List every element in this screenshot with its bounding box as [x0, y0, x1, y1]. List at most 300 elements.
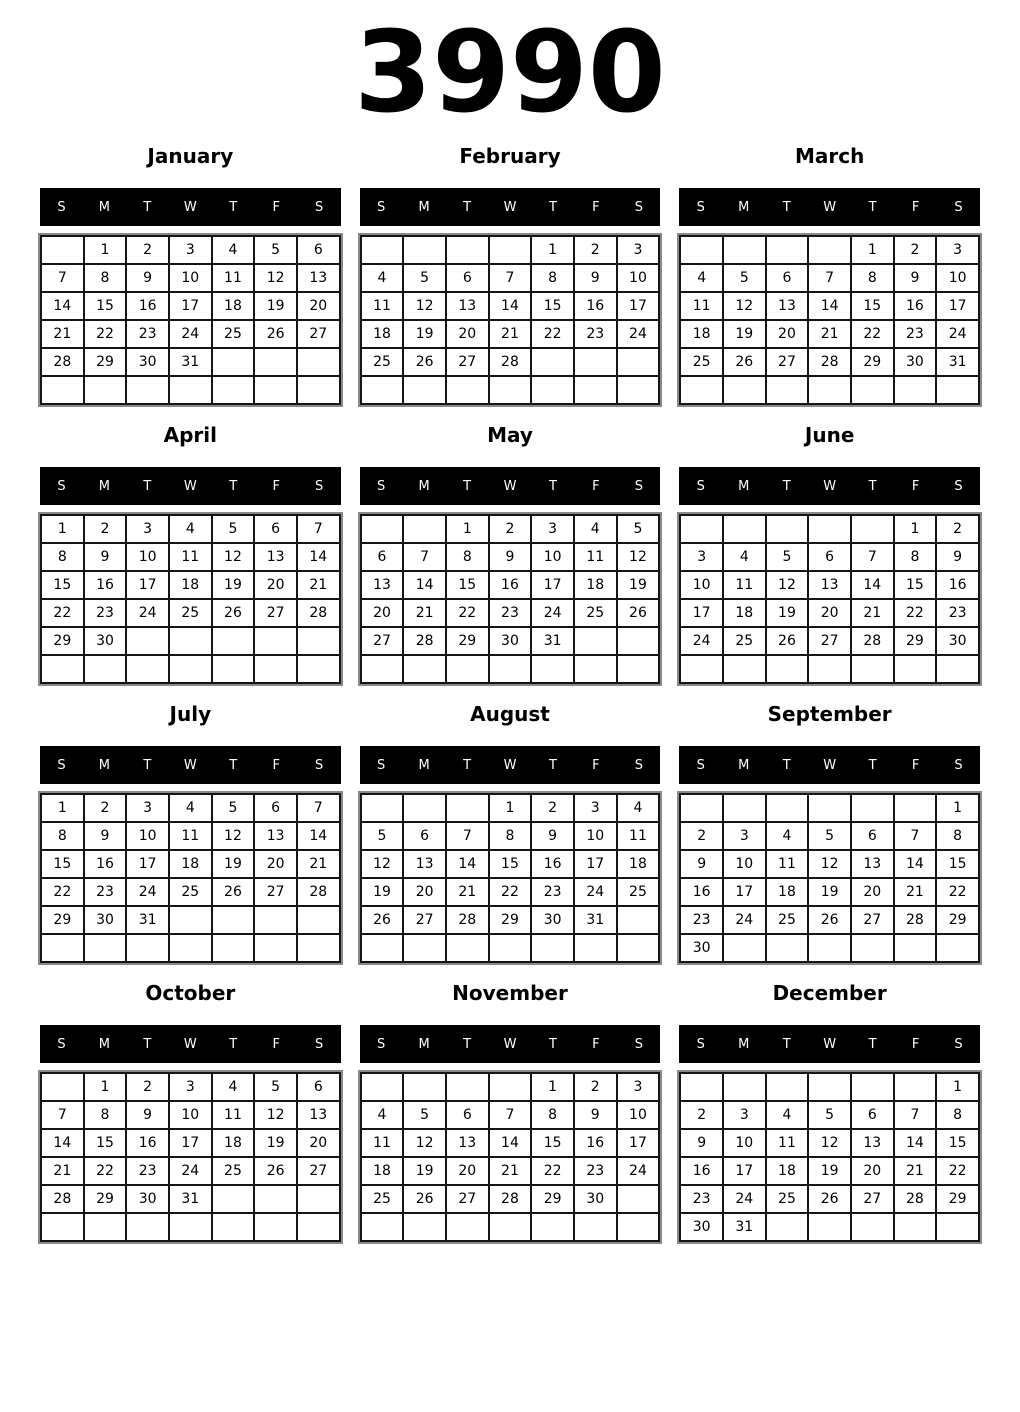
- day-cell: 28: [489, 348, 532, 376]
- weekday-label: S: [634, 478, 643, 494]
- day-cell: 1: [531, 236, 574, 264]
- weekday-label: S: [954, 478, 963, 494]
- empty-day-cell: [489, 1213, 532, 1241]
- empty-day-cell: [766, 376, 809, 404]
- day-cell: 15: [41, 850, 84, 878]
- weekday-header: [360, 1025, 661, 1063]
- day-cell: 13: [766, 292, 809, 320]
- weekday-label: S: [954, 199, 963, 215]
- day-cell: 9: [894, 264, 937, 292]
- empty-day-cell: [41, 1073, 84, 1101]
- empty-day-cell: [766, 236, 809, 264]
- empty-day-cell: [851, 1073, 894, 1101]
- week-row: [680, 822, 979, 850]
- empty-day-cell: [254, 1185, 297, 1213]
- week-row: [41, 543, 340, 571]
- day-cell: 29: [84, 1185, 127, 1213]
- empty-day-cell: [851, 1213, 894, 1241]
- day-cell: 22: [489, 878, 532, 906]
- empty-day-cell: [680, 236, 723, 264]
- day-cell: 2: [84, 515, 127, 543]
- day-cell: 22: [936, 878, 979, 906]
- day-cell: 30: [84, 906, 127, 934]
- weekday-label: T: [782, 478, 791, 494]
- day-cell: 14: [297, 543, 340, 571]
- empty-day-cell: [851, 794, 894, 822]
- day-cell: 27: [297, 1157, 340, 1185]
- weekday-label: M: [738, 478, 750, 494]
- day-cell: 20: [297, 1129, 340, 1157]
- empty-day-cell: [723, 794, 766, 822]
- day-cell: 18: [212, 292, 255, 320]
- day-cell: 10: [531, 543, 574, 571]
- week-row: [41, 934, 340, 962]
- day-cell: 20: [446, 1157, 489, 1185]
- weekday-label: T: [548, 757, 557, 773]
- day-cell: 22: [446, 599, 489, 627]
- day-cell: 21: [403, 599, 446, 627]
- weekday-header: [360, 746, 661, 784]
- day-cell: 11: [169, 543, 212, 571]
- day-cell: 20: [254, 850, 297, 878]
- day-cell: 20: [361, 599, 404, 627]
- day-cell: 29: [446, 627, 489, 655]
- empty-day-cell: [212, 1185, 255, 1213]
- weekday-label: M: [418, 1036, 430, 1052]
- empty-day-cell: [403, 236, 446, 264]
- day-cell: 14: [297, 822, 340, 850]
- empty-day-cell: [169, 934, 212, 962]
- day-cell: 8: [894, 543, 937, 571]
- day-cell: 17: [723, 1157, 766, 1185]
- day-cell: 6: [297, 1073, 340, 1101]
- week-row: [361, 1213, 660, 1241]
- day-cell: 19: [766, 599, 809, 627]
- day-cell: 10: [723, 1129, 766, 1157]
- day-cell: 7: [489, 264, 532, 292]
- empty-day-cell: [808, 1213, 851, 1241]
- day-cell: 19: [808, 1157, 851, 1185]
- empty-day-cell: [766, 794, 809, 822]
- day-cell: 10: [169, 1101, 212, 1129]
- weekday-header: [679, 746, 980, 784]
- empty-day-cell: [403, 655, 446, 683]
- weekday-label: T: [868, 1036, 877, 1052]
- day-cell: 29: [936, 1185, 979, 1213]
- day-cell: 23: [126, 320, 169, 348]
- day-cell: 31: [723, 1213, 766, 1241]
- empty-day-cell: [531, 376, 574, 404]
- day-cell: 5: [212, 515, 255, 543]
- day-cell: 16: [680, 878, 723, 906]
- empty-day-cell: [489, 1073, 532, 1101]
- weekday-label: F: [911, 757, 920, 773]
- weekday-label: S: [954, 1036, 963, 1052]
- day-cell: 4: [617, 794, 660, 822]
- day-cell: 8: [936, 1101, 979, 1129]
- empty-day-cell: [617, 1213, 660, 1241]
- day-cell: 15: [446, 571, 489, 599]
- week-row: [680, 794, 979, 822]
- month-title: March: [794, 144, 865, 169]
- day-cell: 26: [212, 878, 255, 906]
- day-cell: 28: [489, 1185, 532, 1213]
- day-cell: 26: [808, 1185, 851, 1213]
- day-cell: 11: [680, 292, 723, 320]
- empty-day-cell: [808, 1073, 851, 1101]
- day-cell: 8: [41, 822, 84, 850]
- day-cell: 14: [489, 292, 532, 320]
- empty-day-cell: [894, 376, 937, 404]
- day-cell: 7: [851, 543, 894, 571]
- week-row: [361, 599, 660, 627]
- day-cell: 18: [723, 599, 766, 627]
- day-cell: 15: [41, 571, 84, 599]
- day-cell: 3: [723, 1101, 766, 1129]
- day-cell: 18: [361, 320, 404, 348]
- day-cell: 26: [212, 599, 255, 627]
- weekday-header: [40, 188, 341, 226]
- day-cell: 12: [403, 292, 446, 320]
- month-title: November: [452, 981, 568, 1006]
- day-cell: 28: [297, 599, 340, 627]
- weekday-label: S: [696, 478, 705, 494]
- empty-day-cell: [446, 376, 489, 404]
- day-cell: 30: [531, 906, 574, 934]
- weekday-label: S: [57, 757, 66, 773]
- day-cell: 19: [212, 850, 255, 878]
- week-row: [361, 1185, 660, 1213]
- empty-day-cell: [403, 376, 446, 404]
- empty-day-cell: [297, 376, 340, 404]
- empty-day-cell: [254, 906, 297, 934]
- weekday-label: T: [229, 199, 238, 215]
- day-cell: 31: [126, 906, 169, 934]
- day-cell: 25: [169, 599, 212, 627]
- day-cell: 16: [574, 292, 617, 320]
- day-cell: 13: [254, 543, 297, 571]
- empty-day-cell: [489, 376, 532, 404]
- day-cell: 1: [446, 515, 489, 543]
- empty-day-cell: [766, 655, 809, 683]
- day-cell: 18: [766, 1157, 809, 1185]
- day-cell: 14: [41, 1129, 84, 1157]
- day-cell: 12: [361, 850, 404, 878]
- weekday-label: T: [143, 199, 152, 215]
- day-cell: 13: [446, 292, 489, 320]
- day-cell: 26: [808, 906, 851, 934]
- weekday-header: [40, 1025, 341, 1063]
- empty-day-cell: [84, 934, 127, 962]
- day-cell: 5: [723, 264, 766, 292]
- week-row: [41, 292, 340, 320]
- week-row: [361, 1101, 660, 1129]
- week-row: [41, 236, 340, 264]
- day-cell: 12: [808, 850, 851, 878]
- day-cell: 17: [169, 1129, 212, 1157]
- day-cell: 25: [766, 906, 809, 934]
- day-cell: 28: [808, 348, 851, 376]
- day-cell: 14: [894, 1129, 937, 1157]
- empty-day-cell: [851, 515, 894, 543]
- day-grid: [679, 235, 980, 405]
- weekday-label: S: [696, 1036, 705, 1052]
- week-row: [680, 906, 979, 934]
- week-row: [361, 264, 660, 292]
- week-row: [680, 627, 979, 655]
- day-cell: 28: [894, 906, 937, 934]
- weekday-label: S: [634, 199, 643, 215]
- empty-day-cell: [723, 934, 766, 962]
- empty-day-cell: [169, 906, 212, 934]
- week-row: [361, 543, 660, 571]
- month-title: June: [804, 423, 855, 448]
- day-cell: 25: [169, 878, 212, 906]
- day-cell: 28: [41, 348, 84, 376]
- day-cell: 18: [361, 1157, 404, 1185]
- day-cell: 4: [212, 236, 255, 264]
- day-cell: 12: [254, 264, 297, 292]
- empty-day-cell: [446, 1213, 489, 1241]
- day-grid: [360, 235, 661, 405]
- day-cell: 17: [617, 292, 660, 320]
- weekday-label: T: [868, 199, 877, 215]
- week-row: [361, 934, 660, 962]
- day-cell: 1: [41, 515, 84, 543]
- day-cell: 8: [41, 543, 84, 571]
- day-cell: 7: [489, 1101, 532, 1129]
- week-row: [680, 1101, 979, 1129]
- empty-day-cell: [297, 1213, 340, 1241]
- day-cell: 6: [851, 1101, 894, 1129]
- day-cell: 19: [723, 320, 766, 348]
- empty-day-cell: [361, 376, 404, 404]
- day-cell: 5: [212, 794, 255, 822]
- day-cell: 15: [936, 1129, 979, 1157]
- day-cell: 16: [126, 1129, 169, 1157]
- week-row: [41, 1073, 340, 1101]
- day-cell: 29: [84, 348, 127, 376]
- day-cell: 15: [489, 850, 532, 878]
- month-title: May: [487, 423, 533, 448]
- empty-day-cell: [403, 515, 446, 543]
- week-row: [680, 1157, 979, 1185]
- day-cell: 30: [680, 934, 723, 962]
- day-cell: 23: [680, 1185, 723, 1213]
- week-row: [361, 906, 660, 934]
- week-row: [361, 571, 660, 599]
- day-cell: 11: [212, 264, 255, 292]
- day-cell: 4: [361, 1101, 404, 1129]
- empty-day-cell: [446, 934, 489, 962]
- week-row: [680, 515, 979, 543]
- week-row: [361, 292, 660, 320]
- empty-day-cell: [254, 1213, 297, 1241]
- weekday-label: S: [954, 757, 963, 773]
- day-grid: [40, 1072, 341, 1242]
- day-cell: 23: [84, 599, 127, 627]
- weekday-label: S: [634, 757, 643, 773]
- weekday-label: S: [377, 1036, 386, 1052]
- day-cell: 20: [766, 320, 809, 348]
- day-cell: 10: [936, 264, 979, 292]
- week-row: [41, 1213, 340, 1241]
- day-cell: 21: [851, 599, 894, 627]
- day-grid: [679, 793, 980, 963]
- day-cell: 7: [297, 515, 340, 543]
- empty-day-cell: [808, 934, 851, 962]
- day-cell: 8: [489, 822, 532, 850]
- empty-day-cell: [254, 348, 297, 376]
- week-row: [361, 850, 660, 878]
- day-cell: 3: [936, 236, 979, 264]
- day-cell: 13: [254, 822, 297, 850]
- day-cell: 12: [723, 292, 766, 320]
- empty-day-cell: [84, 1213, 127, 1241]
- day-cell: 14: [446, 850, 489, 878]
- day-cell: 2: [126, 1073, 169, 1101]
- day-cell: 7: [403, 543, 446, 571]
- weekday-label: F: [272, 478, 280, 494]
- day-cell: 9: [936, 543, 979, 571]
- day-cell: 3: [617, 1073, 660, 1101]
- weekday-label: T: [143, 757, 152, 773]
- weekday-label: W: [183, 478, 197, 494]
- empty-day-cell: [617, 627, 660, 655]
- weekday-label: S: [315, 478, 324, 494]
- empty-day-cell: [41, 376, 84, 404]
- day-cell: 14: [489, 1129, 532, 1157]
- day-cell: 20: [851, 1157, 894, 1185]
- weekday-label: W: [183, 199, 197, 215]
- day-cell: 18: [169, 571, 212, 599]
- year-title: 3990: [354, 8, 666, 138]
- day-cell: 24: [723, 906, 766, 934]
- empty-day-cell: [212, 376, 255, 404]
- weekday-label: T: [868, 478, 877, 494]
- week-row: [41, 264, 340, 292]
- month-september: [679, 698, 980, 963]
- day-cell: 19: [403, 320, 446, 348]
- day-cell: 27: [851, 1185, 894, 1213]
- day-cell: 24: [574, 878, 617, 906]
- empty-day-cell: [169, 655, 212, 683]
- day-cell: 4: [723, 543, 766, 571]
- empty-day-cell: [403, 934, 446, 962]
- day-cell: 25: [212, 1157, 255, 1185]
- day-cell: 22: [936, 1157, 979, 1185]
- day-cell: 16: [894, 292, 937, 320]
- day-cell: 17: [574, 850, 617, 878]
- week-row: [41, 822, 340, 850]
- empty-day-cell: [297, 934, 340, 962]
- month-title: September: [767, 702, 892, 727]
- weekday-header: [679, 1025, 980, 1063]
- day-cell: 2: [680, 1101, 723, 1129]
- month-title: October: [145, 981, 236, 1006]
- empty-day-cell: [574, 376, 617, 404]
- day-cell: 30: [680, 1213, 723, 1241]
- day-cell: 27: [297, 320, 340, 348]
- empty-day-cell: [851, 934, 894, 962]
- weekday-label: S: [315, 757, 324, 773]
- day-cell: 5: [403, 1101, 446, 1129]
- day-cell: 31: [169, 1185, 212, 1213]
- day-cell: 23: [531, 878, 574, 906]
- day-cell: 6: [254, 515, 297, 543]
- day-cell: 29: [936, 906, 979, 934]
- day-cell: 6: [446, 264, 489, 292]
- weekday-header: [679, 467, 980, 505]
- empty-day-cell: [680, 794, 723, 822]
- empty-day-cell: [851, 376, 894, 404]
- day-cell: 3: [723, 822, 766, 850]
- empty-day-cell: [126, 1213, 169, 1241]
- day-cell: 23: [84, 878, 127, 906]
- empty-day-cell: [41, 1213, 84, 1241]
- day-cell: 5: [808, 822, 851, 850]
- day-cell: 16: [574, 1129, 617, 1157]
- day-cell: 26: [403, 1185, 446, 1213]
- week-row: [41, 515, 340, 543]
- week-row: [41, 1185, 340, 1213]
- weekday-label: W: [503, 757, 517, 773]
- day-cell: 30: [126, 1185, 169, 1213]
- weekday-label: M: [98, 478, 111, 494]
- day-cell: 26: [361, 906, 404, 934]
- empty-day-cell: [808, 376, 851, 404]
- day-cell: 21: [894, 1157, 937, 1185]
- day-cell: 8: [84, 264, 127, 292]
- day-grid: [40, 235, 341, 405]
- weekday-label: S: [315, 199, 324, 215]
- day-cell: 9: [489, 543, 532, 571]
- day-cell: 21: [297, 571, 340, 599]
- day-cell: 13: [851, 850, 894, 878]
- month-title: January: [147, 144, 234, 169]
- day-cell: 6: [808, 543, 851, 571]
- empty-day-cell: [936, 1213, 979, 1241]
- day-cell: 8: [851, 264, 894, 292]
- day-cell: 24: [936, 320, 979, 348]
- week-row: [41, 320, 340, 348]
- empty-day-cell: [723, 515, 766, 543]
- week-row: [41, 655, 340, 683]
- empty-day-cell: [894, 934, 937, 962]
- day-cell: 7: [41, 264, 84, 292]
- weekday-label: T: [463, 757, 472, 773]
- day-cell: 12: [212, 543, 255, 571]
- day-cell: 1: [531, 1073, 574, 1101]
- day-cell: 7: [808, 264, 851, 292]
- empty-day-cell: [297, 627, 340, 655]
- weekday-label: W: [503, 199, 517, 215]
- day-cell: 31: [936, 348, 979, 376]
- empty-day-cell: [254, 655, 297, 683]
- day-cell: 16: [489, 571, 532, 599]
- weekday-label: T: [782, 1036, 791, 1052]
- day-cell: 21: [446, 878, 489, 906]
- day-cell: 12: [403, 1129, 446, 1157]
- weekday-label: F: [272, 199, 280, 215]
- empty-day-cell: [254, 934, 297, 962]
- day-cell: 8: [531, 264, 574, 292]
- empty-day-cell: [723, 655, 766, 683]
- weekday-label: T: [463, 478, 472, 494]
- day-cell: 9: [680, 850, 723, 878]
- empty-day-cell: [936, 376, 979, 404]
- empty-day-cell: [680, 376, 723, 404]
